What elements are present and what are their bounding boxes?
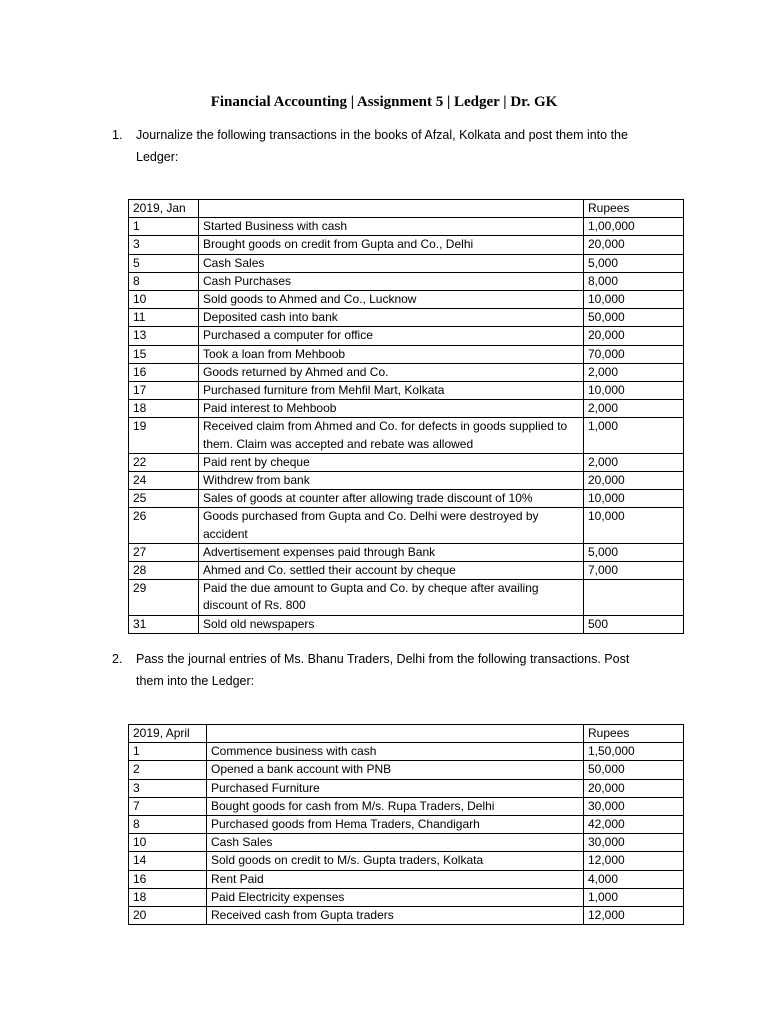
date-cell: 17 <box>129 382 199 400</box>
table-row <box>129 615 684 633</box>
description-cell: Goods purchased from Gupta and Co. Delhi were destroyed by accident <box>199 508 584 543</box>
date-cell: 20 <box>129 907 207 925</box>
table-header-row <box>129 200 684 218</box>
table-header-row <box>129 725 684 743</box>
amount-cell: 2,000 <box>584 400 684 418</box>
table-row <box>129 761 684 779</box>
description-cell: Paid the due amount to Gupta and Co. by cheque after availing discount of Rs. 800 <box>199 580 584 615</box>
amount-cell: 50,000 <box>584 761 684 779</box>
description-cell: Rent Paid <box>207 870 584 888</box>
amount-cell: 12,000 <box>584 852 684 870</box>
description-cell: Cash Purchases <box>199 272 584 290</box>
date-header: 2019, April <box>129 725 207 743</box>
description-cell: Sales of goods at counter after allowing trade discount of 10% <box>199 490 584 508</box>
amount-cell: 10,000 <box>584 508 684 543</box>
table-row <box>129 888 684 906</box>
amount-header: Rupees <box>584 200 684 218</box>
description-cell: Brought goods on credit from Gupta and Co., Delhi <box>199 236 584 254</box>
description-header <box>199 200 584 218</box>
date-cell: 26 <box>129 508 199 543</box>
table-row <box>129 797 684 815</box>
date-cell: 31 <box>129 615 199 633</box>
table-row <box>129 272 684 290</box>
date-cell: 7 <box>129 797 207 815</box>
amount-cell: 1,00,000 <box>584 218 684 236</box>
amount-cell: 20,000 <box>584 472 684 490</box>
description-cell: Purchased furniture from Mehfil Mart, Kolkata <box>199 382 584 400</box>
amount-cell: 10,000 <box>584 382 684 400</box>
description-cell: Took a loan from Mehboob <box>199 345 584 363</box>
date-cell: 22 <box>129 453 199 471</box>
description-cell: Sold goods on credit to M/s. Gupta traders, Kolkata <box>207 852 584 870</box>
description-cell: Sold goods to Ahmed and Co., Lucknow <box>199 291 584 309</box>
table-row <box>129 382 684 400</box>
amount-cell: 12,000 <box>584 907 684 925</box>
table-row <box>129 907 684 925</box>
question-2 <box>112 648 652 692</box>
amount-cell: 30,000 <box>584 834 684 852</box>
description-cell: Goods returned by Ahmed and Co. <box>199 363 584 381</box>
date-cell: 1 <box>129 743 207 761</box>
amount-cell: 8,000 <box>584 272 684 290</box>
table-row <box>129 834 684 852</box>
date-cell: 16 <box>129 870 207 888</box>
table-row <box>129 543 684 561</box>
description-cell: Paid rent by cheque <box>199 453 584 471</box>
transactions-table-2 <box>128 724 684 925</box>
table-row <box>129 472 684 490</box>
page-title: Financial Accounting | Assignment 5 | Ledger | Dr. GK <box>210 94 558 110</box>
description-cell: Purchased a computer for office <box>199 327 584 345</box>
amount-cell: 7,000 <box>584 562 684 580</box>
amount-cell: 1,000 <box>584 418 684 453</box>
date-cell: 2 <box>129 761 207 779</box>
amount-cell: 2,000 <box>584 363 684 381</box>
table-row <box>129 779 684 797</box>
date-cell: 8 <box>129 272 199 290</box>
description-cell: Advertisement expenses paid through Bank <box>199 543 584 561</box>
date-cell: 14 <box>129 852 207 870</box>
description-cell: Received claim from Ahmed and Co. for defects in goods supplied to them. Claim was accepted and rebate was allowed <box>199 418 584 453</box>
amount-cell: 50,000 <box>584 309 684 327</box>
description-cell: Sold old newspapers <box>199 615 584 633</box>
question-2-text: Pass the journal entries of Ms. Bhanu Traders, Delhi from the following transactions. Post them into the Ledger: <box>136 652 630 688</box>
table-row <box>129 870 684 888</box>
description-cell: Purchased Furniture <box>207 779 584 797</box>
amount-cell: 42,000 <box>584 816 684 834</box>
table-row <box>129 254 684 272</box>
date-cell: 28 <box>129 562 199 580</box>
date-cell: 18 <box>129 888 207 906</box>
description-cell: Purchased goods from Hema Traders, Chandigarh <box>207 816 584 834</box>
table-row <box>129 363 684 381</box>
table-row <box>129 852 684 870</box>
question-1-number: 1. <box>112 128 123 142</box>
amount-cell: 5,000 <box>584 543 684 561</box>
date-cell: 10 <box>129 834 207 852</box>
description-cell: Paid Electricity expenses <box>207 888 584 906</box>
amount-cell: 20,000 <box>584 779 684 797</box>
description-cell: Withdrew from bank <box>199 472 584 490</box>
date-cell: 15 <box>129 345 199 363</box>
description-cell: Started Business with cash <box>199 218 584 236</box>
table-row <box>129 453 684 471</box>
date-cell: 3 <box>129 236 199 254</box>
table-row <box>129 816 684 834</box>
amount-cell: 500 <box>584 615 684 633</box>
date-cell: 13 <box>129 327 199 345</box>
date-cell: 11 <box>129 309 199 327</box>
description-cell: Commence business with cash <box>207 743 584 761</box>
description-cell: Bought goods for cash from M/s. Rupa Traders, Delhi <box>207 797 584 815</box>
table-row <box>129 400 684 418</box>
description-header <box>207 725 584 743</box>
date-cell: 25 <box>129 490 199 508</box>
date-cell: 18 <box>129 400 199 418</box>
amount-cell: 70,000 <box>584 345 684 363</box>
table-row <box>129 291 684 309</box>
description-cell: Ahmed and Co. settled their account by cheque <box>199 562 584 580</box>
transactions-table-1 <box>128 199 684 634</box>
date-cell: 3 <box>129 779 207 797</box>
description-cell: Cash Sales <box>199 254 584 272</box>
date-cell: 19 <box>129 418 199 453</box>
question-1-text: Journalize the following transactions in the books of Afzal, Kolkata and post them into the Ledger: <box>136 128 628 164</box>
table-row <box>129 345 684 363</box>
date-cell: 24 <box>129 472 199 490</box>
question-1 <box>112 124 652 168</box>
table-row <box>129 418 684 453</box>
description-cell: Deposited cash into bank <box>199 309 584 327</box>
table-row <box>129 218 684 236</box>
amount-cell: 20,000 <box>584 327 684 345</box>
amount-cell <box>584 580 684 615</box>
amount-cell: 10,000 <box>584 291 684 309</box>
table-row <box>129 508 684 543</box>
date-cell: 1 <box>129 218 199 236</box>
date-cell: 8 <box>129 816 207 834</box>
amount-cell: 4,000 <box>584 870 684 888</box>
table-row <box>129 236 684 254</box>
description-cell: Received cash from Gupta traders <box>207 907 584 925</box>
question-2-number: 2. <box>112 652 123 666</box>
date-cell: 16 <box>129 363 199 381</box>
table-row <box>129 562 684 580</box>
amount-cell: 30,000 <box>584 797 684 815</box>
amount-cell: 1,50,000 <box>584 743 684 761</box>
date-cell: 27 <box>129 543 199 561</box>
date-cell: 29 <box>129 580 199 615</box>
table-row <box>129 309 684 327</box>
amount-cell: 1,000 <box>584 888 684 906</box>
table-row <box>129 743 684 761</box>
date-cell: 5 <box>129 254 199 272</box>
table-row <box>129 580 684 615</box>
table-row <box>129 490 684 508</box>
description-cell: Cash Sales <box>207 834 584 852</box>
amount-cell: 5,000 <box>584 254 684 272</box>
amount-header: Rupees <box>584 725 684 743</box>
amount-cell: 20,000 <box>584 236 684 254</box>
amount-cell: 10,000 <box>584 490 684 508</box>
description-cell: Paid interest to Mehboob <box>199 400 584 418</box>
date-cell: 10 <box>129 291 199 309</box>
table-row <box>129 327 684 345</box>
date-header: 2019, Jan <box>129 200 199 218</box>
description-cell: Opened a bank account with PNB <box>207 761 584 779</box>
amount-cell: 2,000 <box>584 453 684 471</box>
